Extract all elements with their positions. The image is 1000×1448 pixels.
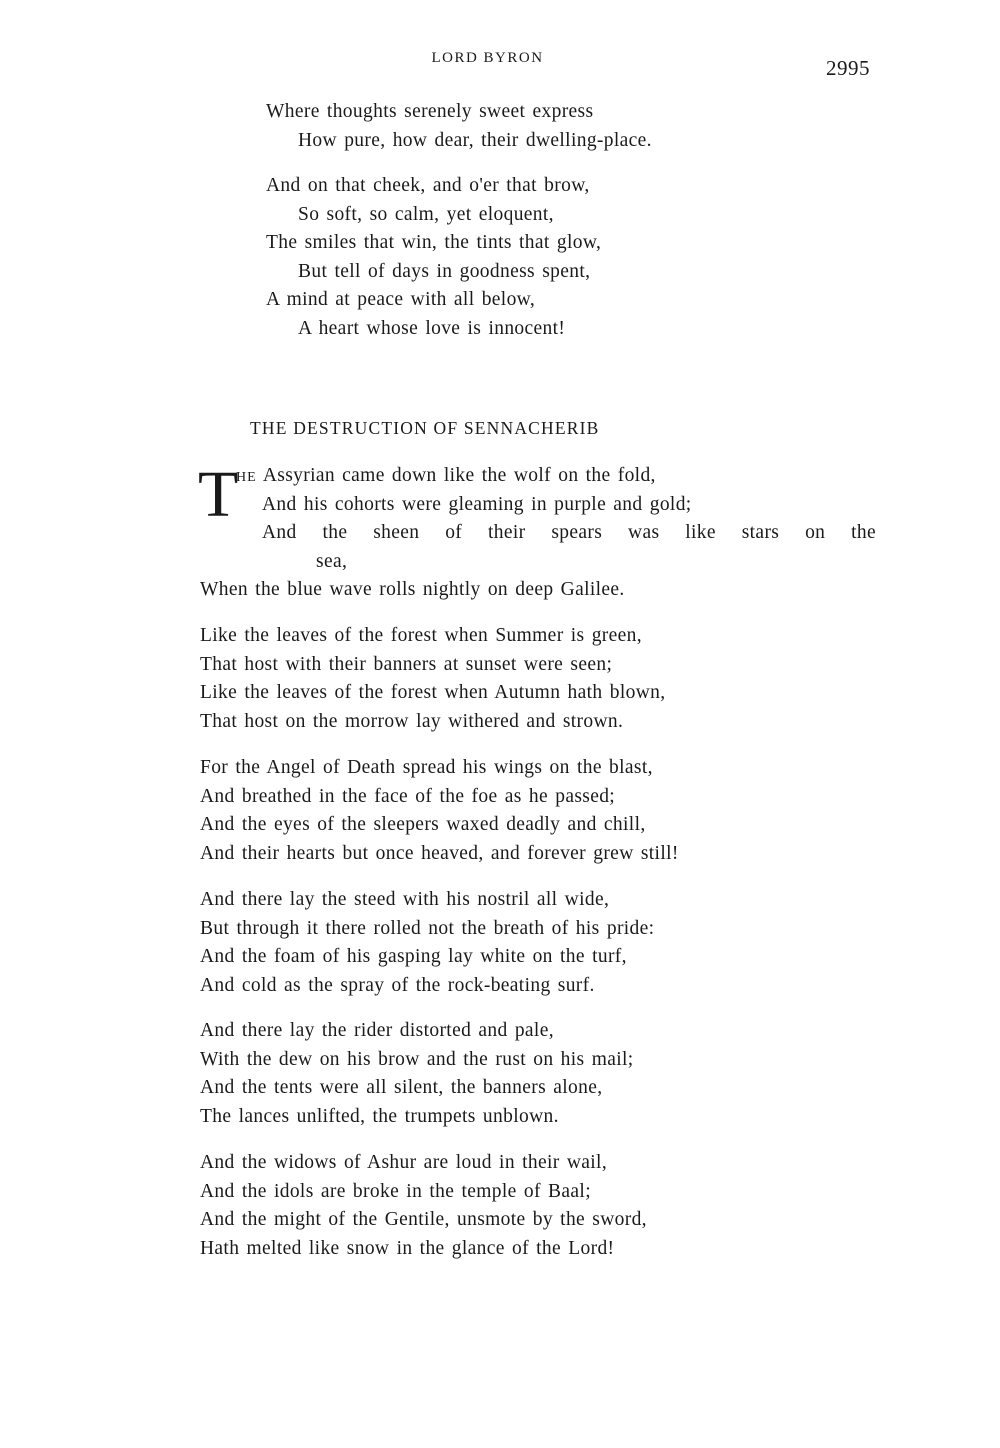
poem-line: And the eyes of the sleepers waxed deadly and chill,: [200, 814, 646, 836]
poem-line: The smiles that win, the tints that glow,: [266, 232, 602, 254]
poem-title: THE DESTRUCTION OF SENNACHERIB: [250, 418, 600, 438]
poem-line: sea,: [316, 550, 348, 572]
poem-line: [236, 519, 876, 548]
poem-line: And cold as the spray of the rock-beating surf.: [200, 974, 595, 996]
poem-line: For the Angel of Death spread his wings on the blast,: [200, 757, 653, 778]
stanza: [200, 1149, 647, 1263]
stanza: [200, 622, 665, 736]
poem-line: And breathed in the face of the foe as he passed;: [200, 785, 616, 807]
poem-line: So soft, so calm, yet eloquent,: [298, 203, 554, 225]
poem-line: And there lay the rider distorted and pale,: [200, 1020, 554, 1041]
stanza: [266, 98, 652, 155]
stanza: [200, 1017, 634, 1131]
poem-line: And their hearts but once heaved, and forever grew still!: [200, 842, 679, 864]
poem-line: A heart whose love is innocent!: [298, 317, 566, 339]
poem-line: And the idols are broke in the temple of Baal;: [200, 1180, 591, 1202]
page-number: 2995: [826, 56, 870, 80]
poem-line: And the might of the Gentile, unsmote by the sword,: [200, 1209, 647, 1231]
poem-line: How pure, how dear, their dwelling-place.: [298, 129, 652, 151]
running-header: LORD BYRON: [431, 50, 544, 66]
poem-line: And the widows of Ashur are loud in their wail,: [200, 1152, 608, 1173]
stanza: [266, 172, 601, 344]
poem-line: But through it there rolled not the breath of his pride:: [200, 917, 655, 939]
poem-line: And his cohorts were gleaming in purple and gold;: [262, 493, 692, 515]
drop-cap: T: [198, 458, 239, 531]
stanza: [200, 886, 654, 1000]
poem-line: Hath melted like snow in the glance of the Lord!: [200, 1237, 615, 1259]
poem-line: That host on the morrow lay withered and strown.: [200, 710, 624, 732]
poem-line: A mind at peace with all below,: [266, 289, 536, 311]
line-text: Assyrian came down like the wolf on the fold,: [256, 465, 656, 486]
opening-stanza: [200, 462, 876, 605]
poem-line: Like the leaves of the forest when Summer is green,: [200, 625, 642, 646]
poem-line: With the dew on his brow and the rust on his mail;: [200, 1048, 634, 1070]
small-caps-text: HE: [236, 470, 257, 485]
poem-line: But tell of days in goodness spent,: [298, 260, 591, 282]
poem-line: The lances unlifted, the trumpets unblown.: [200, 1105, 559, 1127]
poem-line: When the blue wave rolls nightly on deep Galilee.: [200, 579, 625, 601]
stanza: [200, 754, 679, 868]
poem-line: That host with their banners at sunset were seen;: [200, 653, 613, 675]
poem-line: And there lay the steed with his nostril all wide,: [200, 889, 610, 910]
poem-line: And the foam of his gasping lay white on the turf,: [200, 946, 627, 968]
poem-line: [236, 462, 876, 491]
line-text: And the sheen of their spears was like stars on the: [262, 522, 876, 544]
poem-line: Like the leaves of the forest when Autumn hath blown,: [200, 682, 666, 704]
poem-line: Where thoughts serenely sweet express: [266, 101, 594, 122]
poem-line: And on that cheek, and o'er that brow,: [266, 175, 590, 196]
poem-line: And the tents were all silent, the banners alone,: [200, 1077, 603, 1099]
